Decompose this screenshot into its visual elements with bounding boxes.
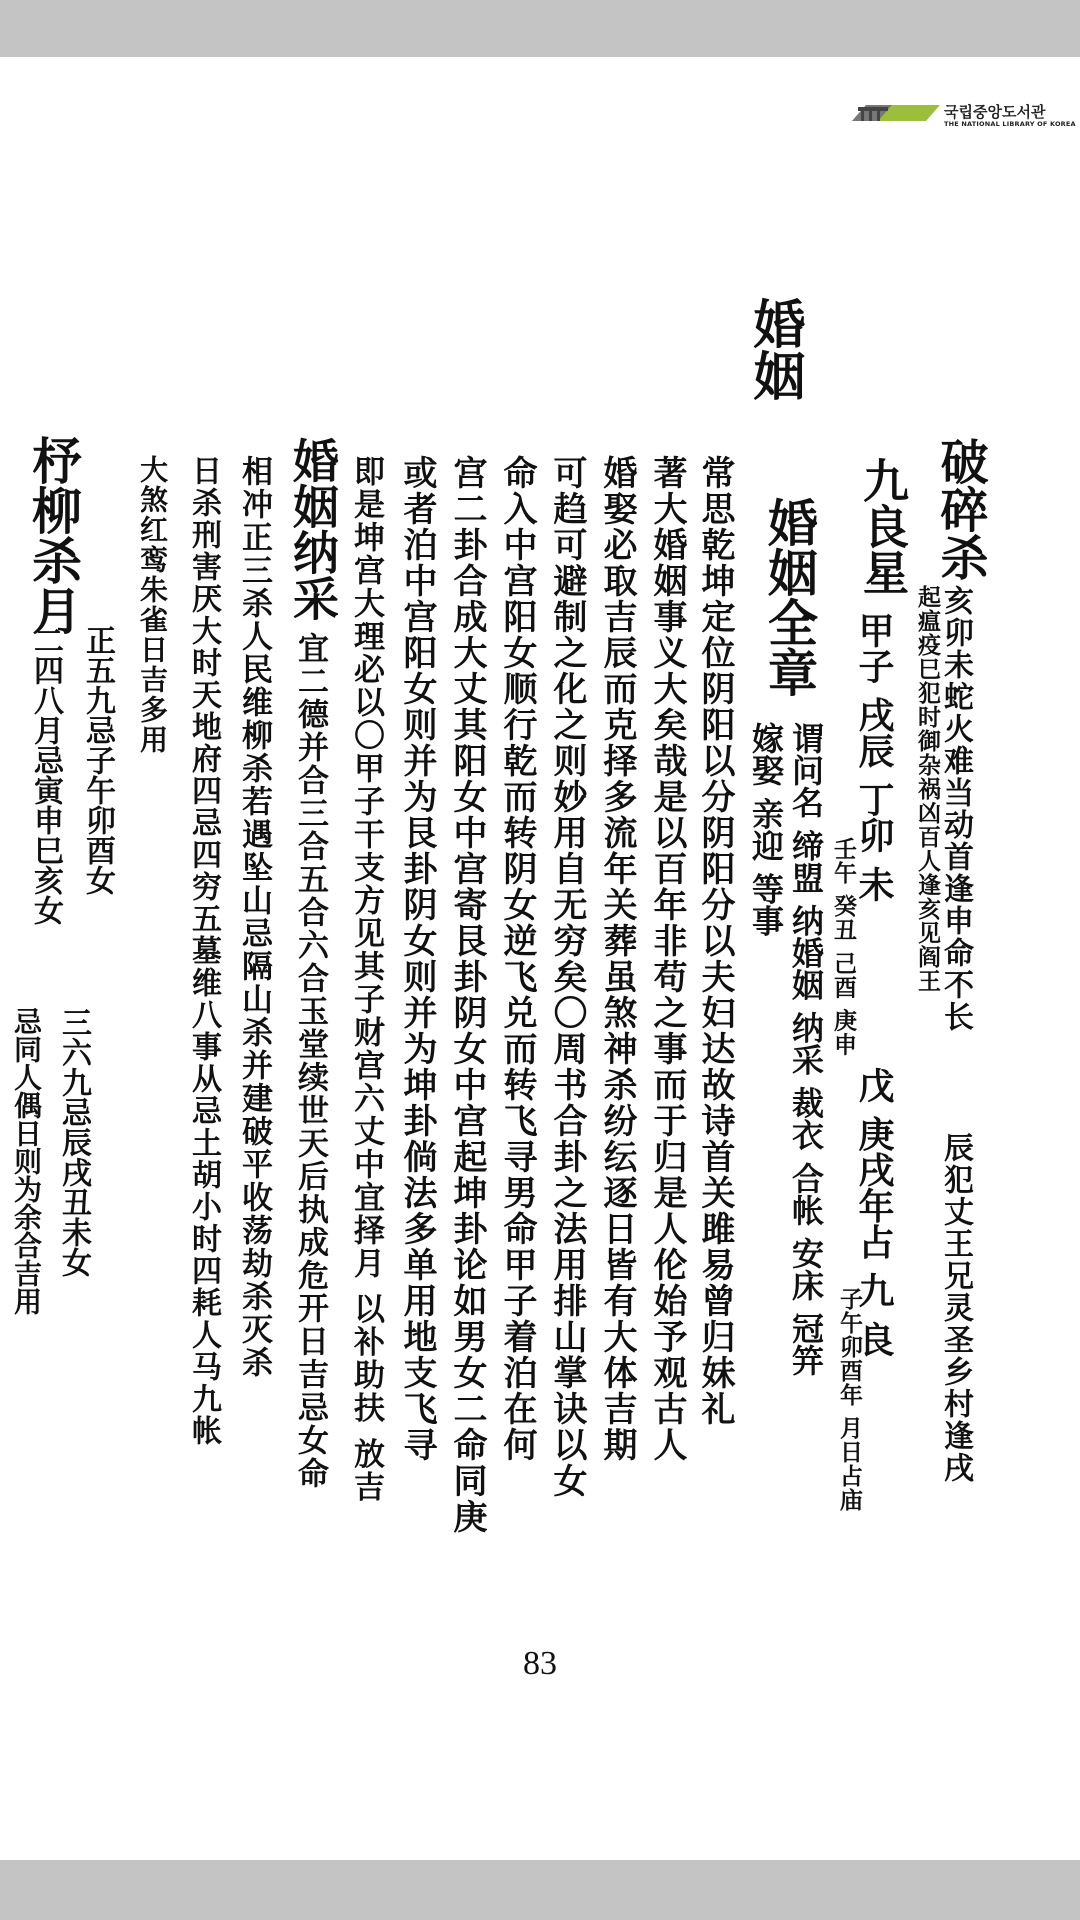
month-text-4: 忌同人偶日则为余合吉用 xyxy=(10,1007,43,1315)
nap-heading: 婚姻纳采 xyxy=(286,437,340,621)
gusung-heading: 九良星 xyxy=(856,457,910,595)
hunin-line-2: 嫁娶 亲迎 等事 xyxy=(747,722,785,937)
pokjae-heading: 破碎杀 xyxy=(932,437,988,581)
pokjae-text-2: 起瘟疫巳犯时御杂祸凶百人逢亥见阎王 xyxy=(914,585,941,993)
viewer-top-bar xyxy=(0,0,1080,57)
gusung-text-3: 戊 庚戌年占 九 良 xyxy=(853,1067,895,1357)
body-column-4: 可趋可避制之化之则妙用自无穷矣〇周书合卦之法用排山掌诀以女 xyxy=(547,455,587,1499)
month-text-3: 三六九忌辰戌丑未女 xyxy=(56,1007,91,1277)
page-title: 婚姻 xyxy=(744,297,805,401)
page-number: 83 xyxy=(523,1645,557,1682)
body-column-8: 即是坤宫大理必以〇甲子干支方见其子财宫六丈中宜择月 以补助扶 放吉 xyxy=(348,455,384,1504)
library-emblem-icon xyxy=(852,101,940,133)
library-name-ko: 국립중앙도서관 xyxy=(944,103,1046,121)
nap-text: 宜二德并合三合五合六合玉堂续世天后执成危开日吉忌女命 xyxy=(292,632,328,1490)
body-column-1: 常思乾坤定位阴阳以分阴阳分以夫妇达故诗首关雎易曾归妹礼 xyxy=(695,455,735,1427)
body-column-3: 婚娶必取吉辰而克择多流年关葬虽煞神杀纷纭逐日皆有大体吉期 xyxy=(597,455,637,1463)
month-text-1: 正五九忌子午卯酉女 xyxy=(80,625,115,895)
pokjae-text-3: 辰犯丈王兄灵圣乡村逢戌 xyxy=(938,1132,973,1484)
body-column-9: 相冲正三杀人民维柳杀若遇坠山忌隔山杀并建破平收荡劫杀灭杀 xyxy=(236,455,272,1379)
body-column-10: 日杀刑害厌大时天地府四忌四穷五墓维八事从忌土胡小时四耗人马九帐 xyxy=(186,455,221,1447)
month-text-2: 二四八月忌寅申巳亥女 xyxy=(28,625,63,925)
document-page xyxy=(0,57,1080,1860)
gusung-text-4: 子午卯酉年 月日占庙 xyxy=(836,1287,863,1513)
gusung-text-2: 壬午 癸丑 己酉 庚申 xyxy=(830,837,857,1057)
month-heading: 杼柳杀月 xyxy=(24,435,83,635)
body-column-11: 大煞红鸾朱雀日吉多用 xyxy=(136,455,169,755)
hunin-line-1: 谓问名 缔盟 纳婚姻 纳采 裁衣 合帐 安床 冠笄 xyxy=(787,722,825,1376)
hunin-heading: 婚姻全章 xyxy=(760,497,819,697)
library-name-en: THE NATIONAL LIBRARY OF KOREA xyxy=(944,120,1076,128)
gusung-text-1: 甲子 戌辰 丁卯 未 xyxy=(853,612,895,902)
body-column-7: 或者泊中宫阳女则并为艮卦阴女则并为坤卦倘法多单用地支飞寻 xyxy=(397,455,437,1463)
body-column-6: 宫二卦合成大丈其阳女中宫寄艮卦阴女中宫起坤卦论如男女二命同庚 xyxy=(447,455,487,1535)
body-column-2: 著大婚姻事义大矣哉是以百年非苟之事而于归是人伦始予观古人 xyxy=(647,455,687,1463)
pokjae-text-1: 亥卯未蛇火难当动首逢申命不长 xyxy=(938,585,973,1033)
library-logo xyxy=(852,101,1076,133)
viewer-bottom-bar xyxy=(0,1860,1080,1920)
body-column-5: 命入中宫阳女顺行乾而转阴女逆飞兑而转飞寻男命甲子着泊在何 xyxy=(497,455,537,1463)
